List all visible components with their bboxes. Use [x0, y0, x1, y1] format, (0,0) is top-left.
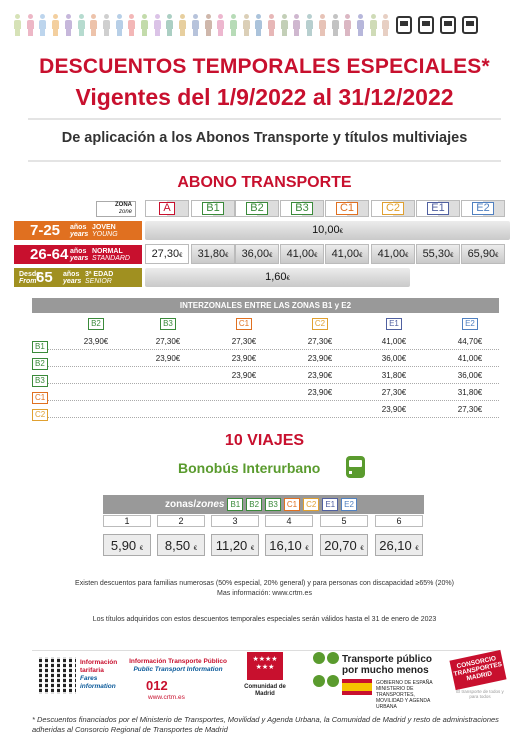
interzonal-price: 23,90€: [307, 388, 333, 397]
person-icon: [114, 14, 124, 36]
interzonal-price: 23,90€: [83, 337, 109, 346]
zonas-en: zones: [196, 499, 225, 510]
person-icon: [279, 14, 289, 36]
zone-badge: B2: [32, 358, 48, 370]
euro-sign: €: [314, 253, 318, 259]
bus-icon: [396, 16, 412, 34]
zone-badge: C2: [312, 318, 328, 330]
category-en: YOUNG: [92, 230, 118, 238]
abono-heading: ABONO TRANSPORTE: [177, 174, 352, 191]
interzonal-row: [32, 387, 499, 401]
zone-badge: E2: [462, 318, 478, 330]
price-normal-e2: [461, 244, 505, 264]
person-icon: [203, 14, 213, 36]
euro-sign: €: [305, 546, 309, 552]
zone-label-en: zone: [118, 209, 132, 215]
category-es: JOVEN: [92, 223, 116, 231]
euro-sign: €: [269, 253, 273, 259]
train-icon: [440, 16, 456, 34]
euro-sign: €: [405, 253, 409, 259]
price-value: 41,00: [331, 248, 360, 260]
years-es: años: [70, 247, 87, 255]
validity-dates: Vigentes del 1/9/2022 al 31/12/2022: [75, 84, 454, 110]
disclaimer: * Descuentos financiados por el Ministerio de Transportes, Movilidad y Agenda Urbana, la Comunidad de Madrid y resto de administraciones adheridas al Consorcio Regional de Transportes de Madrid: [32, 715, 499, 734]
tp-campaign-title: Transporte público por mucho menos: [342, 654, 433, 676]
crtm-logo: CONSORCIO TRANSPORTES MADRID: [449, 650, 506, 690]
category-es: NORMAL: [92, 247, 123, 255]
years-es: años: [70, 223, 87, 231]
price-normal-a: [145, 244, 189, 264]
person-icon: [228, 14, 238, 36]
zone-badge: B1: [227, 498, 243, 511]
interzonal-price: 27,30€: [381, 388, 407, 397]
zone-count: 5: [320, 515, 368, 527]
interzonal-col-c1: [220, 318, 268, 330]
tram-icon: [418, 16, 434, 34]
zone-badge: B3: [32, 375, 48, 387]
zonas-badges: [227, 498, 356, 511]
ministerio-name: MINISTERIO DE TRANSPORTES, MOVILIDAD Y AGENDA URBANA: [376, 686, 431, 710]
zone-header-c1: [325, 200, 369, 217]
person-icon: [304, 14, 314, 36]
zone-label: [96, 201, 136, 217]
years-es: años: [63, 270, 80, 278]
euro-sign: €: [225, 253, 229, 259]
public-info-es: Información Transporte Público: [129, 658, 227, 665]
person-icon: [380, 14, 390, 36]
fares-info: [80, 659, 124, 691]
zone-badge: E1: [427, 202, 448, 215]
person-icon: [177, 14, 187, 36]
price-value: 1,60: [265, 271, 287, 283]
age-joven: [14, 221, 142, 240]
person-icon: [88, 14, 98, 36]
years-en: years: [70, 254, 89, 262]
interzonal-price: 31,80€: [381, 371, 407, 380]
zone-badge: C2: [303, 498, 319, 511]
zone-badge: B2: [246, 202, 267, 215]
years-label: [63, 271, 85, 285]
transport-mode-circles: [313, 652, 339, 696]
public-info-en: Public Transport Information: [133, 666, 223, 673]
category-en: SENIOR: [85, 277, 112, 285]
person-icon: [126, 14, 136, 36]
zone-badge: E2: [341, 498, 357, 511]
price-value: 27,30: [151, 248, 180, 260]
zone-badge: C1: [236, 318, 252, 330]
star-icons: ★★★★ ★★★: [252, 656, 278, 671]
zone-header-e2: [461, 200, 505, 217]
age-range: 26-64: [30, 246, 69, 263]
bonobus-price: [211, 534, 259, 556]
zone-header-c2: [371, 200, 415, 217]
interzonal-price: 36,00€: [457, 371, 483, 380]
person-icon: [317, 14, 327, 36]
note-more-info: Mas información: www.crtm.es: [217, 590, 312, 597]
interzonal-price: 27,30€: [155, 337, 181, 346]
diez-viajes-heading: 10 VIAJES: [224, 432, 305, 449]
zone-label-es: ZONA: [115, 202, 132, 208]
person-icon: [241, 14, 251, 36]
interzonal-price: 27,30€: [307, 337, 333, 346]
age-value: 65: [36, 269, 53, 286]
euro-sign: €: [359, 253, 363, 259]
price-value: 65,90: [467, 248, 496, 260]
price-value: 31,80: [197, 248, 226, 260]
euro-sign: €: [250, 546, 255, 552]
zone-header-b2: [235, 200, 279, 217]
person-icon: [291, 14, 301, 36]
zone-badge: E1: [386, 318, 402, 330]
people-pictogram-strip: [12, 14, 390, 36]
zone-badge: C1: [32, 392, 48, 404]
interzonal-price: 23,90€: [307, 354, 333, 363]
zone-badge: B1: [32, 341, 48, 353]
price-value: 5,90: [110, 538, 137, 553]
zone-badge: B3: [160, 318, 176, 330]
interzonal-col-c2: [296, 318, 344, 330]
zone-badge: C1: [336, 202, 358, 215]
person-icon: [355, 14, 365, 36]
gobierno-label: GOBIERNO DE ESPAÑA: [376, 680, 433, 686]
price-value: 26,10: [379, 538, 412, 553]
price-value: 10,00: [312, 224, 340, 236]
category-es: 3ª EDAD: [85, 270, 114, 278]
person-icon: [266, 14, 276, 36]
phone-number[interactable]: 012: [146, 678, 168, 693]
interzonal-price: 23,90€: [307, 371, 333, 380]
from-es: Desde: [19, 270, 41, 278]
price-value: 55,30: [422, 248, 451, 260]
person-icon: [253, 14, 263, 36]
person-icon: [25, 14, 35, 36]
note-validity: Los títulos adquiridos con estos descuentos temporales especiales serán válidos hasta el 31 de enero de 2023: [92, 616, 437, 623]
category-label: [92, 248, 130, 262]
interzonal-col-e1: [370, 318, 418, 330]
interzonales-heading: INTERZONALES ENTRE LAS ZONAS B1 y E2: [32, 298, 499, 313]
zone-badge: C2: [382, 202, 404, 215]
bonobus-price: [320, 534, 368, 556]
page-title: DESCUENTOS TEMPORALES ESPECIALES*: [39, 55, 490, 78]
qr-code-pattern: [39, 657, 76, 694]
zone-badge: B3: [291, 202, 312, 215]
train-circle-icon: [327, 652, 339, 664]
euro-sign: €: [415, 546, 419, 552]
divider: [28, 118, 501, 120]
bonobus-price: [157, 534, 205, 556]
row-zone-b1: [32, 336, 48, 354]
category-label: [85, 271, 113, 285]
zone-badge: A: [159, 202, 174, 215]
interzonal-price: 36,00€: [381, 354, 407, 363]
price-normal-e1: [416, 244, 460, 264]
interzonal-col-e2: [446, 318, 494, 330]
zone-badge: E2: [472, 202, 493, 215]
tram-circle-icon: [327, 675, 339, 687]
crtm-tagline: El transporte de todos y para todos: [456, 689, 504, 699]
subtitle: De aplicación a los Abonos Transporte y títulos multiviajes: [61, 130, 468, 146]
person-icon: [164, 14, 174, 36]
age-normal: [14, 245, 142, 264]
interzonal-col-b3: [144, 318, 192, 330]
interzonal-col-b2: [72, 318, 120, 330]
zone-count: 6: [375, 515, 423, 527]
fares-info-en: Fares information: [80, 675, 116, 690]
ministerio-label: [376, 680, 436, 710]
zone-badge: C1: [284, 498, 300, 511]
category-label: [92, 224, 118, 238]
zone-header-b1: [191, 200, 235, 217]
person-icon: [139, 14, 149, 36]
person-icon: [190, 14, 200, 36]
age-senior: [14, 268, 142, 287]
bus-icon: [346, 456, 365, 478]
price-normal-b3: [280, 244, 324, 264]
zone-badge: C2: [32, 409, 48, 421]
price-normal-c2: [371, 244, 415, 264]
row-zone-b2: [32, 353, 48, 371]
person-icon: [12, 14, 22, 36]
interzonal-price: 27,30€: [231, 337, 257, 346]
interzonal-price: 44,70€: [457, 337, 483, 346]
euro-sign: €: [193, 546, 198, 552]
price-joven: [145, 221, 510, 240]
fares-info-es: Información tarifaria: [80, 659, 118, 674]
public-info: [128, 658, 228, 674]
euro-sign: €: [495, 253, 499, 259]
interzonal-price: 41,00€: [457, 354, 483, 363]
bonobus-heading: Bonobús Interurbano: [178, 460, 321, 476]
row-zone-c2: [32, 404, 48, 422]
euro-sign: €: [450, 253, 454, 259]
price-value: 36,00: [241, 248, 270, 260]
zone-badge: B1: [202, 202, 223, 215]
interzonal-price: 27,30€: [457, 405, 483, 414]
comunidad-madrid-name: Comunidad de Madrid: [244, 684, 286, 697]
zone-count: 2: [157, 515, 205, 527]
zone-badge: B3: [265, 498, 281, 511]
row-zone-b3: [32, 370, 48, 388]
zonas-label: [165, 499, 224, 510]
years-en: years: [63, 277, 82, 285]
person-icon: [330, 14, 340, 36]
zone-header-a: [145, 200, 189, 217]
bonobus-price: [375, 534, 423, 556]
interzonal-price: 31,80€: [457, 388, 483, 397]
person-icon: [63, 14, 73, 36]
note-discounts: Existen descuentos para familias numerosas (50% especial, 20% general) y para personas con discapacidad ≥65% (20%): [75, 580, 454, 587]
price-value: 11,20: [215, 538, 248, 553]
interzonal-price: 23,90€: [155, 354, 181, 363]
zone-header-e1: [416, 200, 460, 217]
from-en: From: [19, 277, 37, 285]
euro-sign: €: [339, 229, 343, 235]
zonas-header: [103, 495, 424, 514]
person-icon: [152, 14, 162, 36]
interzonal-price: 23,90€: [231, 371, 257, 380]
years-label: [70, 248, 92, 262]
category-en: STANDARD: [92, 254, 130, 262]
interzonal-price: 23,90€: [381, 405, 407, 414]
years-en: years: [70, 230, 89, 238]
zone-header-b3: [280, 200, 324, 217]
spain-flag-icon: [342, 679, 372, 695]
euro-sign: €: [139, 546, 144, 552]
price-value: 20,70: [324, 538, 357, 553]
price-normal-c1: [325, 244, 369, 264]
person-icon: [50, 14, 60, 36]
age-range: 7-25: [30, 222, 61, 239]
price-value: 8,50: [164, 538, 191, 553]
euro-sign: €: [286, 276, 290, 282]
from-label: [14, 270, 41, 285]
zone-count: 4: [265, 515, 313, 527]
person-icon: [101, 14, 111, 36]
bonobus-price: [265, 534, 313, 556]
price-value: 16,10: [269, 538, 302, 553]
bus-circle-icon: [313, 652, 325, 664]
zone-badge: B2: [246, 498, 262, 511]
price-normal-b2: [235, 244, 279, 264]
website-link[interactable]: www.crtm.es: [148, 694, 185, 701]
price-normal-b1: [191, 244, 235, 264]
zone-count: 1: [103, 515, 151, 527]
zone-badge: E1: [322, 498, 338, 511]
zonas-es: zonas/: [165, 499, 197, 510]
divider: [28, 160, 501, 162]
person-icon: [368, 14, 378, 36]
person-icon: [215, 14, 225, 36]
metro-circle-icon: [313, 675, 325, 687]
transport-modes-icons: [396, 16, 478, 34]
interzonal-price: 23,90€: [231, 354, 257, 363]
metro-icon: [462, 16, 478, 34]
person-icon: [76, 14, 86, 36]
price-value: 41,00: [377, 248, 406, 260]
price-senior: [145, 268, 410, 287]
interzonal-row: [32, 404, 499, 418]
price-value: 41,00: [286, 248, 315, 260]
row-zone-c1: [32, 387, 48, 405]
euro-sign: €: [360, 546, 364, 552]
years-label: [70, 224, 92, 238]
zone-count: 3: [211, 515, 259, 527]
bonobus-price: [103, 534, 151, 556]
person-icon: [342, 14, 352, 36]
zone-badge: B2: [88, 318, 104, 330]
interzonal-price: 41,00€: [381, 337, 407, 346]
euro-sign: €: [179, 253, 183, 259]
person-icon: [37, 14, 47, 36]
